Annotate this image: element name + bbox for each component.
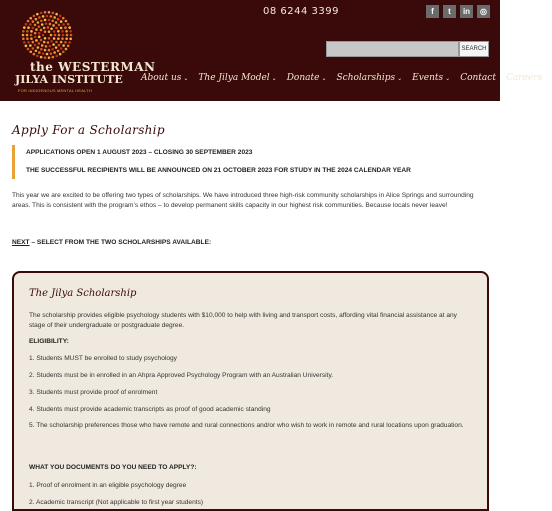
phone-number[interactable]: 08 6244 3399 — [263, 6, 339, 17]
application-dates-notice — [12, 145, 490, 179]
facebook-icon[interactable]: f — [426, 5, 439, 18]
chevron-down-icon: ⌄ — [397, 75, 403, 82]
documents-heading: WHAT YOU DOCUMENTS DO YOU NEED TO APPLY?: — [29, 464, 197, 471]
nav-item-contact[interactable] — [460, 73, 496, 85]
chevron-down-icon: ⌄ — [321, 75, 327, 82]
chevron-down-icon: ⌄ — [445, 75, 451, 82]
nav-label: Scholarships — [336, 73, 396, 83]
next-emphasis: NEXT — [12, 239, 30, 246]
eligibility-item: 2. Students must be in enrolled in an Ahpra Approved Psychology Program with an Australian University. — [29, 372, 334, 379]
document-item: 2. Academic transcript (Not applicable to first year students) — [29, 499, 204, 506]
document-item: 1. Proof of enrolment in an eligible psychology degree — [29, 482, 187, 489]
next-text: – SELECT FROM THE TWO SCHOLARSHIPS AVAILABLE: — [29, 239, 212, 246]
search-button[interactable]: SEARCH — [459, 41, 489, 57]
jilya-scholarship-card — [12, 271, 489, 511]
logo-name-line1: the WESTERMAN — [30, 60, 156, 74]
main-nav — [141, 73, 552, 85]
instagram-icon[interactable]: ◎ — [477, 5, 490, 18]
chevron-down-icon: ⌄ — [271, 75, 277, 82]
nav-item-events[interactable] — [412, 73, 450, 85]
nav-label: Contact — [460, 73, 496, 83]
page-title: Apply For a Scholarship — [12, 123, 165, 137]
logo-name-line2: JILYA INSTITUTE — [15, 73, 123, 86]
eligibility-item: 1. Students MUST be enrolled to study psychology — [29, 355, 177, 362]
search-input[interactable] — [326, 41, 459, 57]
nav-label: Careers — [505, 73, 543, 83]
nav-label: The Jilya Model — [198, 73, 270, 83]
nav-item-jilya-model[interactable] — [198, 73, 276, 85]
eligibility-item: 5. The scholarship preferences those who have remote and rural connections and/or who wish to work in remote and rural locations upon graduation. — [29, 422, 464, 429]
nav-item-careers[interactable] — [506, 73, 542, 85]
eligibility-item: 3. Students must provide proof of enrolment — [29, 389, 158, 396]
site-header — [0, 0, 543, 101]
notice-open-close: APPLICATIONS OPEN 1 AUGUST 2023 – CLOSING 30 SEPTEMBER 2023 — [26, 149, 253, 156]
site-logo[interactable] — [12, 10, 156, 93]
chevron-down-icon: ⌄ — [183, 75, 189, 82]
nav-label: About us — [141, 73, 182, 83]
linkedin-icon[interactable]: in — [460, 5, 473, 18]
eligibility-heading: ELIGIBILITY: — [29, 338, 69, 345]
logo-dot-art-icon — [16, 10, 78, 60]
next-instruction — [12, 239, 211, 246]
card-description: The scholarship provides eligible psychology students with $10,000 to help with living and transport costs, affording vital financial assistance at any stage of their undergraduate or postgraduate degree. — [29, 312, 457, 329]
logo-tagline: FOR INDIGENOUS MENTAL HEALTH — [18, 88, 92, 93]
twitter-icon[interactable]: t — [443, 5, 456, 18]
notice-announcement: THE SUCCESSFUL RECIPIENTS WILL BE ANNOUNCED ON 21 OCTOBER 2023 FOR STUDY IN THE 2024 CALENDAR YEAR — [26, 167, 411, 174]
nav-item-scholarships[interactable] — [336, 73, 402, 85]
card-title: The Jilya Scholarship — [29, 288, 137, 299]
nav-item-about-us[interactable] — [141, 73, 188, 85]
nav-label: Donate — [286, 73, 320, 83]
nav-item-donate[interactable] — [287, 73, 327, 85]
eligibility-item: 4. Students must provide academic transcripts as proof of good academic standing — [29, 406, 271, 413]
nav-label: Events — [412, 73, 444, 83]
intro-paragraph: This year we are excited to be offering two types of scholarships. We have introduced three high-risk community scholarships in Alice Springs and surrounding areas. This is consistent with the program’s ethos – to develop permanent skills capacity in our highest risk communities. Because locals never leave! — [12, 192, 474, 209]
